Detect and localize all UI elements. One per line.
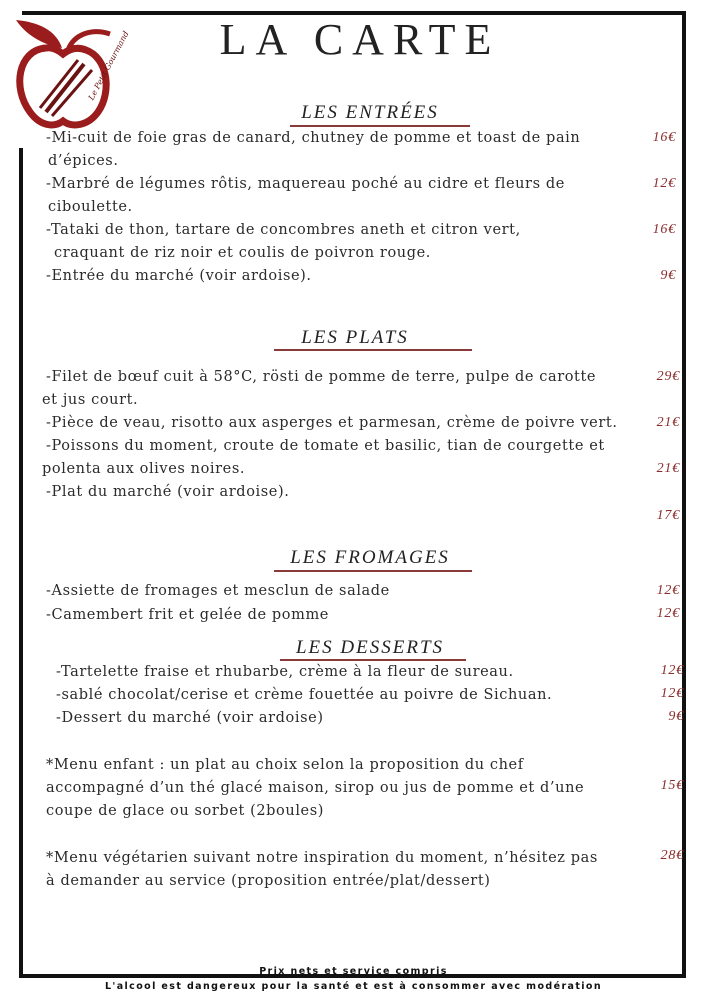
page-border-left [19, 148, 23, 978]
menu-item-line: et jus court. [42, 392, 139, 408]
menu-item-price: 29€ [656, 369, 680, 384]
vegetarian-menu-line: *Menu végétarien suivant notre inspiration du moment, n’hésitez pas [46, 850, 598, 866]
section-title-entrees: LES ENTRÉES [301, 102, 439, 123]
section-title-plats: LES PLATS [301, 327, 409, 348]
menu-item-line: -Assiette de fromages et mesclun de salade [46, 583, 390, 599]
kids-menu-line: coupe de glace ou sorbet (2boules) [46, 803, 325, 819]
menu-item-price: 12€ [660, 686, 684, 701]
footer-alcohol-warning: L'alcool est dangereux pour la santé et est à consommer avec modération [104, 981, 603, 992]
vegetarian-menu-price: 28€ [660, 848, 684, 863]
menu-item-line: -Marbré de légumes rôtis, maquereau poché au cidre et fleurs de [46, 176, 565, 192]
menu-item-line: -sablé chocolat/cerise et crème fouettée au poivre de Sichuan. [56, 687, 553, 703]
menu-item-line: polenta aux olives noires. [42, 461, 246, 477]
menu-item-line: -Entrée du marché (voir ardoise). [46, 268, 312, 284]
menu-item-price: 21€ [656, 415, 680, 430]
menu-item-price: 9€ [668, 709, 684, 724]
section-title-fromages: LES FROMAGES [290, 547, 450, 568]
menu-item-line: -Dessert du marché (voir ardoise) [56, 710, 324, 726]
vegetarian-menu-line: à demander au service (proposition entrée/plat/dessert) [46, 873, 491, 889]
menu-item-line: d’épices. [48, 153, 119, 169]
menu-item-line: -Mi-cuit de foie gras de canard, chutney de pomme et toast de pain [46, 130, 581, 146]
page-title: LA CARTE [219, 15, 501, 64]
menu-item-line: -Plat du marché (voir ardoise). [46, 484, 290, 500]
menu-item-price: 9€ [660, 268, 676, 283]
menu-item-line: -Filet de bœuf cuit à 58°C, rösti de pomme de terre, pulpe de carotte [46, 369, 597, 385]
menu-item-price: 12€ [656, 583, 680, 598]
section-underline [274, 570, 472, 572]
menu-item-price: 12€ [660, 663, 684, 678]
menu-item-line: -Pièce de veau, risotto aux asperges et parmesan, crème de poivre vert. [46, 415, 618, 431]
menu-item-line: -Tataki de thon, tartare de concombres aneth et citron vert, [46, 222, 521, 238]
footer-prices-note: Prix nets et service compris [259, 966, 448, 977]
kids-menu-price: 15€ [660, 778, 684, 793]
menu-item-price: 12€ [652, 176, 676, 191]
menu-item-price: 16€ [652, 130, 676, 145]
menu-item-line: -Poissons du moment, croute de tomate et basilic, tian de courgette et [46, 438, 605, 454]
restaurant-logo-icon [8, 8, 131, 132]
menu-item-line: craquant de riz noir et coulis de poivron rouge. [54, 245, 431, 261]
menu-item-line: -Camembert frit et gelée de pomme [46, 607, 329, 623]
kids-menu-line: accompagné d’un thé glacé maison, sirop ou jus de pomme et d’une [46, 780, 585, 796]
section-underline [274, 349, 472, 351]
menu-item-price: 21€ [656, 461, 680, 476]
section-title-desserts: LES DESSERTS [295, 637, 445, 658]
kids-menu-line: *Menu enfant : un plat au choix selon la proposition du chef [46, 757, 524, 773]
menu-item-line: -Tartelette fraise et rhubarbe, crème à la fleur de sureau. [56, 664, 514, 680]
menu-item-line: ciboulette. [48, 199, 133, 215]
menu-item-price: 12€ [656, 606, 680, 621]
menu-item-price: 17€ [656, 508, 680, 523]
menu-item-price: 16€ [652, 222, 676, 237]
svg-text:Le Petit Gourmand: Le Petit Gourmand [86, 29, 131, 102]
